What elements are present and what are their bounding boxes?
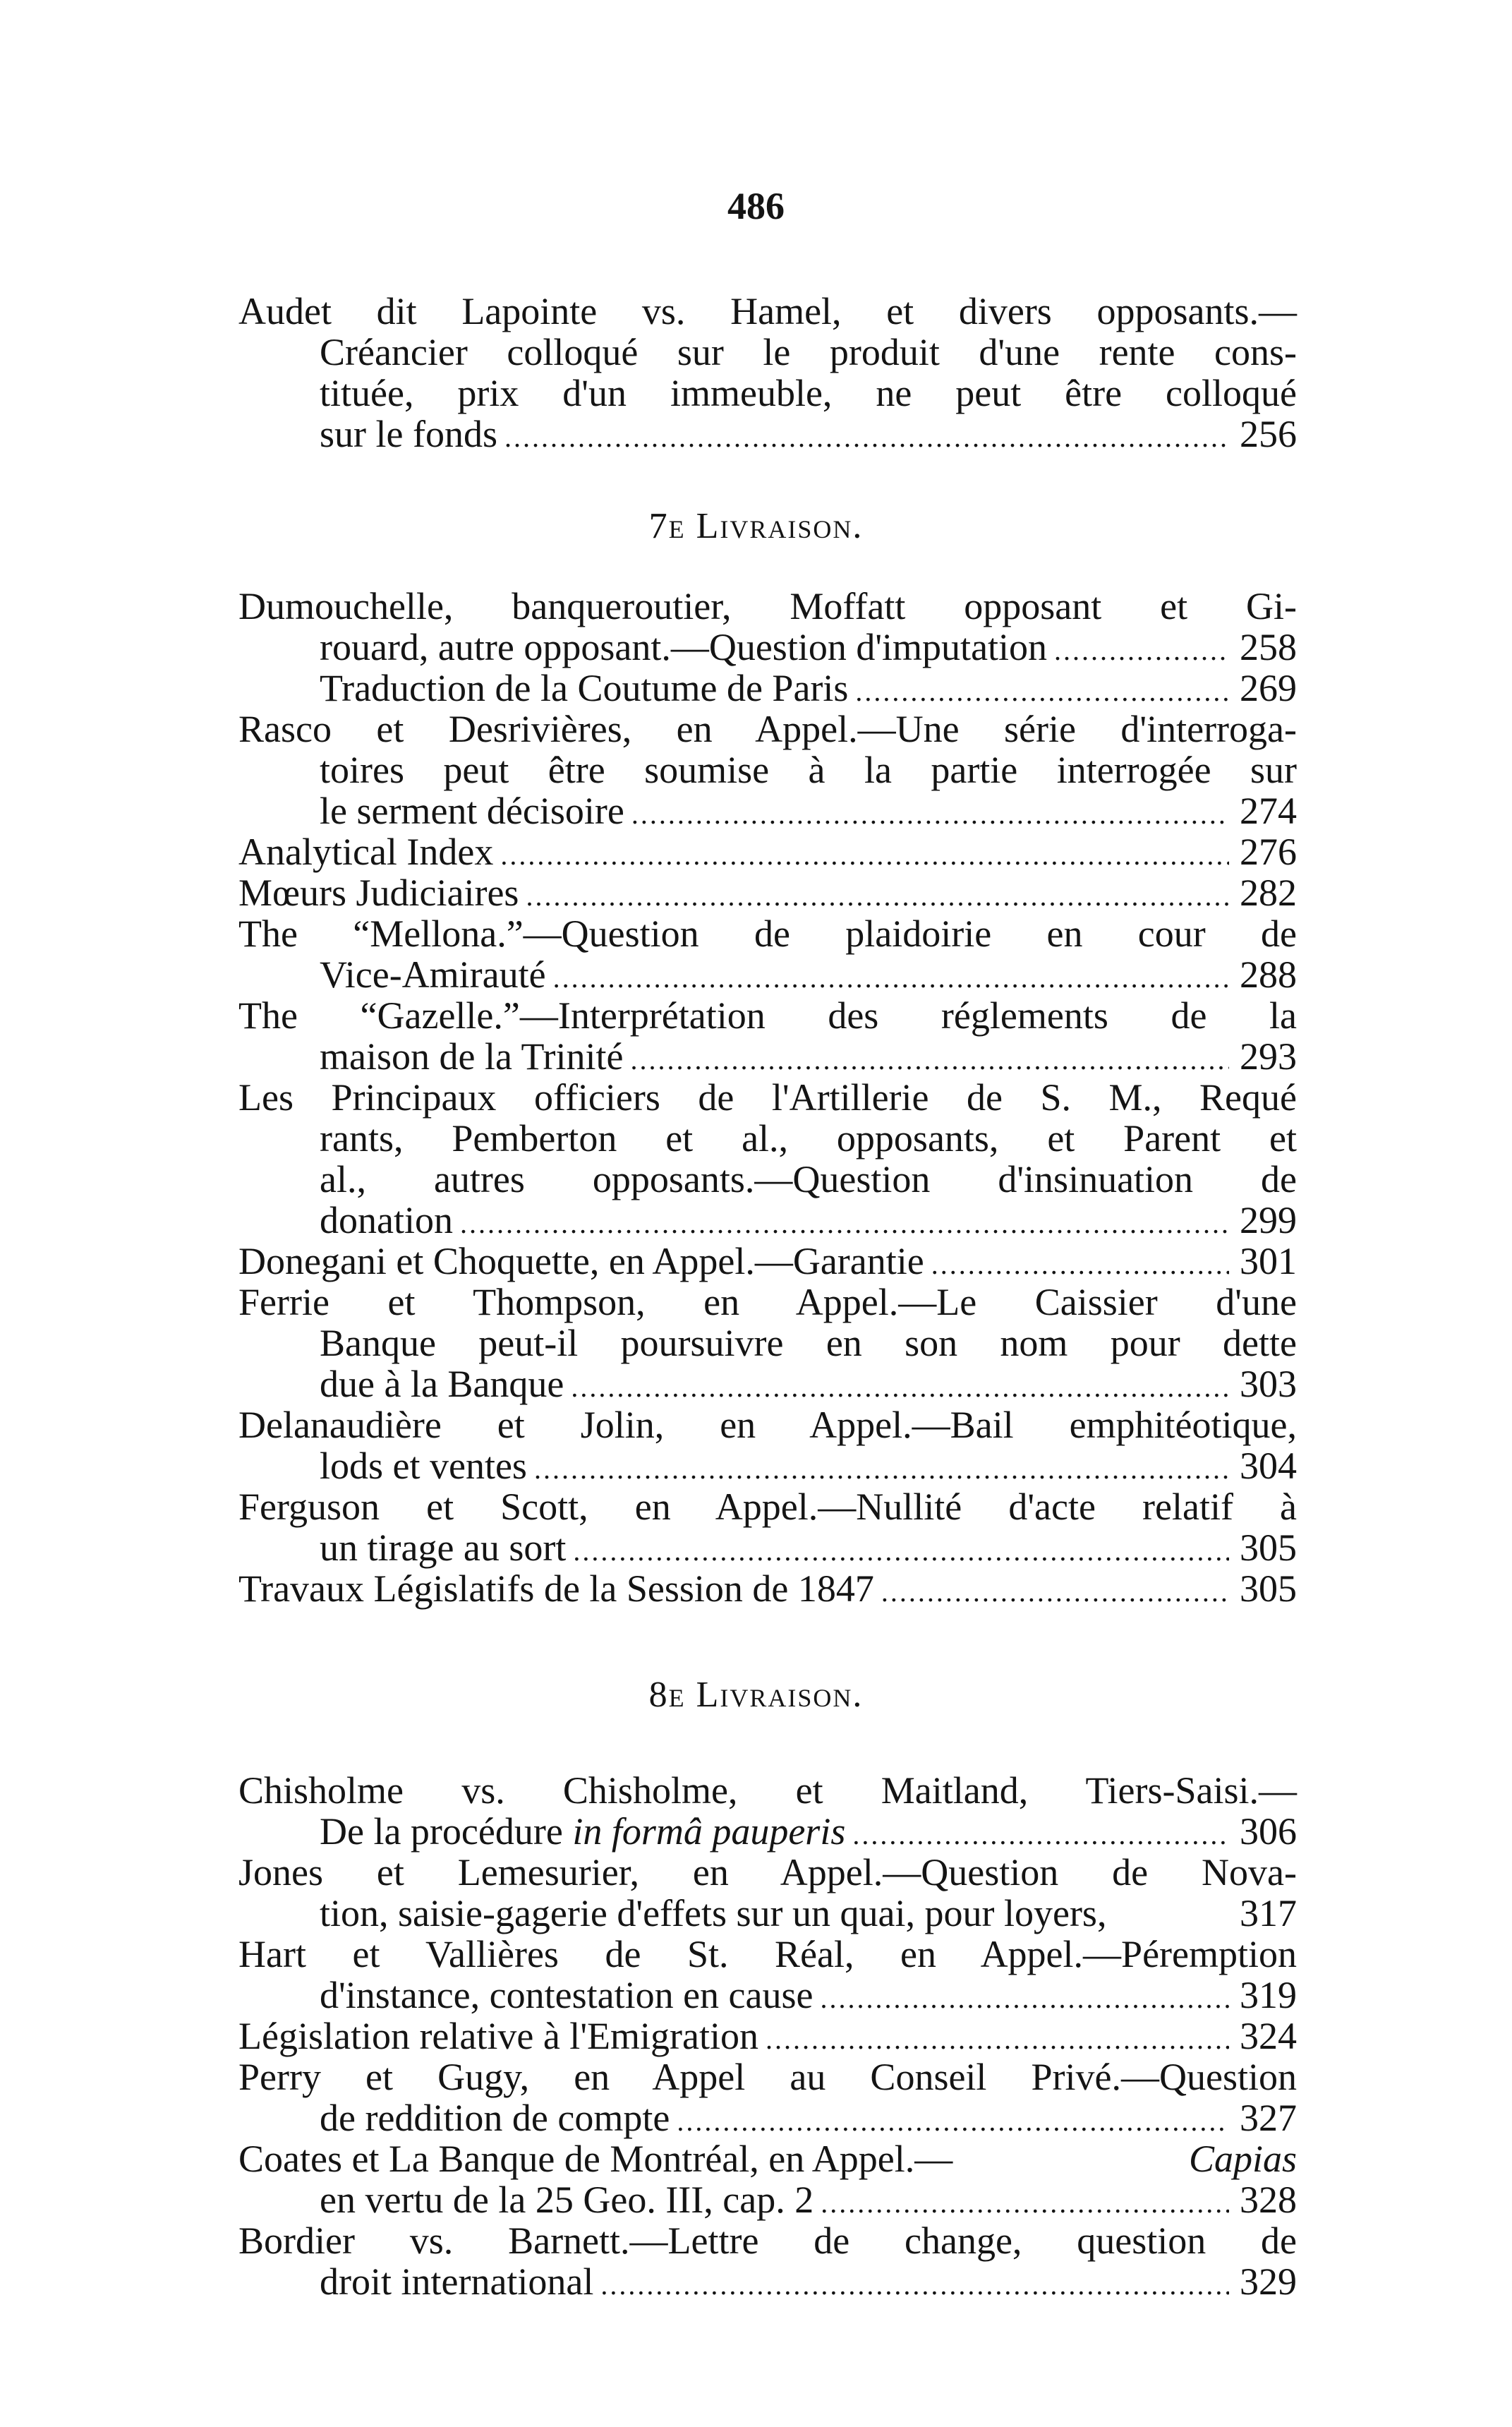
dot-leader [534, 1449, 1229, 1490]
page-reference: 328 [1240, 2179, 1297, 2221]
page-reference: 306 [1240, 1810, 1297, 1853]
page-reference: 282 [1240, 872, 1297, 914]
dot-leader [460, 1203, 1229, 1244]
page-reference: 274 [1240, 790, 1297, 832]
page-reference: 324 [1240, 2015, 1297, 2057]
entry-principaux-line-3: al., autres opposants.—Question d'insinuation de [320, 1158, 1297, 1200]
entry-mellona-line-2: Vice-Amirauté ..... 288 [320, 954, 1297, 995]
dot-leader [600, 2265, 1229, 2306]
entry-chisholme-line-1: Chisholme vs. Chisholme, et Maitland, Tiers-Saisi.— [238, 1769, 1297, 1812]
dot-leader [500, 835, 1229, 876]
page-reference: 256 [1240, 413, 1297, 455]
page-reference: 327 [1240, 2097, 1297, 2139]
page-reference: 305 [1240, 1526, 1297, 1569]
page-reference: 305 [1240, 1567, 1297, 1610]
entry-gazelle-line-2: maison de la Trinité ..... 293 [320, 1036, 1297, 1077]
entry-moeurs-judiciaires: Mœurs Judiciaires ..... 282 [238, 872, 1297, 913]
entry-bordier-line-1: Bordier vs. Barnett.—Lettre de change, question de [238, 2220, 1297, 2262]
dot-leader [573, 1531, 1229, 1572]
page-reference: 288 [1240, 953, 1297, 996]
page-reference: 317 [1240, 1892, 1297, 1934]
dot-leader [1054, 630, 1229, 671]
entry-analytical-index: Analytical Index ..... 276 [238, 831, 1297, 872]
entry-hart-line-2: d'instance, contestation en cause ..... 319 [320, 1975, 1297, 2016]
entry-dumouchelle-line-2: rouard, autre opposant.—Question d'imputation ..... 258 [320, 627, 1297, 668]
entry-ferrie-line-2: Banque peut-il poursuivre en son nom pour dette [320, 1322, 1297, 1364]
entry-legislation-emigration: Législation relative à l'Emigration ..... 324 [238, 2016, 1297, 2056]
entry-perry-line-2: de reddition de compte ..... 327 [320, 2097, 1297, 2138]
entry-principaux-line-2: rants, Pemberton et al., opposants, et Parent et [320, 1117, 1297, 1160]
dot-leader [931, 1244, 1229, 1285]
dot-leader [526, 876, 1229, 917]
page-reference: 299 [1240, 1199, 1297, 1241]
entry-hart-line-1: Hart et Vallières de St. Réal, en Appel.—Péremption [238, 1933, 1297, 1975]
page-number: 486 [727, 185, 785, 227]
dot-leader [631, 794, 1229, 835]
entry-coates-line-1: Coates et La Banque de Montréal, en Appel.— Capias [238, 2138, 1297, 2180]
page-reference: 258 [1240, 626, 1297, 668]
page-reference: 269 [1240, 667, 1297, 709]
dot-leader [553, 958, 1229, 999]
dot-leader [855, 671, 1229, 712]
entry-principaux-line-4: donation ..... 299 [320, 1200, 1297, 1241]
page-reference: 276 [1240, 831, 1297, 873]
entry-ferguson-line-2: un tirage au sort ..... 305 [320, 1527, 1297, 1568]
entry-donegani: Donegani et Choquette, en Appel.—Garantie ..... 301 [238, 1241, 1297, 1282]
page-reference: 319 [1240, 1974, 1297, 2016]
entry-audet-line-3: tituée, prix d'un immeuble, ne peut être colloqué [320, 372, 1297, 414]
section-heading-7e-livraison: 7e Livraison. [648, 506, 864, 546]
entry-jones-line-1: Jones et Lemesurier, en Appel.—Question de Nova- [238, 1851, 1297, 1893]
dot-leader [820, 1978, 1229, 2019]
entry-ferguson-line-1: Ferguson et Scott, en Appel.—Nullité d'acte relatif à [238, 1486, 1297, 1528]
entry-dumouchelle-line-1: Dumouchelle, banqueroutier, Moffatt opposant et Gi- [238, 585, 1297, 627]
entry-jones-line-2: tion, saisie-gagerie d'effets sur un quai, pour loyers, 317 [320, 1892, 1297, 1934]
dot-leader [766, 2019, 1229, 2060]
entry-audet-line-2: Créancier colloqué sur le produit d'une rente cons- [320, 331, 1297, 373]
section-heading-8e-livraison: 8e Livraison. [648, 1675, 864, 1715]
entry-traduction: Traduction de la Coutume de Paris ..... 269 [320, 668, 1297, 709]
entry-delanaudiere-line-2: lods et ventes ..... 304 [320, 1445, 1297, 1486]
entry-ferrie-line-3: due à la Banque ..... 303 [320, 1363, 1297, 1404]
entry-rasco-line-2: toires peut être soumise à la partie interrogée sur [320, 749, 1297, 791]
entry-gazelle-line-1: The “Gazelle.”—Interprétation des réglements de la [238, 994, 1297, 1037]
entry-bordier-line-2: droit international ..... 329 [320, 2261, 1297, 2302]
entry-audet-line-4: sur le fonds ..... 256 [320, 414, 1297, 454]
entry-chisholme-line-2: De la procédure in formâ pauperis ..... 306 [320, 1811, 1297, 1852]
dot-leader [571, 1367, 1229, 1408]
entry-mellona-line-1: The “Mellona.”—Question de plaidoirie en cour de [238, 913, 1297, 955]
dot-leader [881, 1572, 1229, 1613]
entry-title: Audet dit Lapointe vs. Hamel, et divers opposants.— [238, 290, 1297, 332]
entry-rasco-line-3: le serment décisoire ..... 274 [320, 790, 1297, 831]
entry-delanaudiere-line-1: Delanaudière et Jolin, en Appel.—Bail emphitéotique, [238, 1404, 1297, 1446]
page-reference: 293 [1240, 1035, 1297, 1078]
entry-principaux-line-1: Les Principaux officiers de l'Artillerie de S. M., Requé [238, 1076, 1297, 1119]
page-reference: 329 [1240, 2260, 1297, 2303]
page-reference: 301 [1240, 1240, 1297, 1282]
entry-rasco-line-1: Rasco et Desrivières, en Appel.—Une série d'interroga- [238, 708, 1297, 750]
page-reference: 304 [1240, 1445, 1297, 1487]
latin-phrase: in formâ pauperis [572, 1810, 846, 1853]
dot-leader [677, 2101, 1229, 2142]
entry-audet-line-1 [238, 291, 1297, 332]
entry-perry-line-1: Perry et Gugy, en Appel au Conseil Privé.—Question [238, 2056, 1297, 2098]
latin-term: Capias [1188, 2138, 1297, 2180]
dot-leader [631, 1040, 1230, 1080]
dot-leader [852, 1814, 1229, 1855]
entry-ferrie-line-1: Ferrie et Thompson, en Appel.—Le Caissier d'une [238, 1281, 1297, 1323]
entry-coates-line-2: en vertu de la 25 Geo. III, cap. 2 ..... 328 [320, 2179, 1297, 2220]
dot-leader [504, 417, 1229, 458]
page-reference: 303 [1240, 1363, 1297, 1405]
dot-leader [821, 2183, 1229, 2224]
entry-travaux-legislatifs: Travaux Législatifs de la Session de 1847 ..... 305 [238, 1568, 1297, 1609]
